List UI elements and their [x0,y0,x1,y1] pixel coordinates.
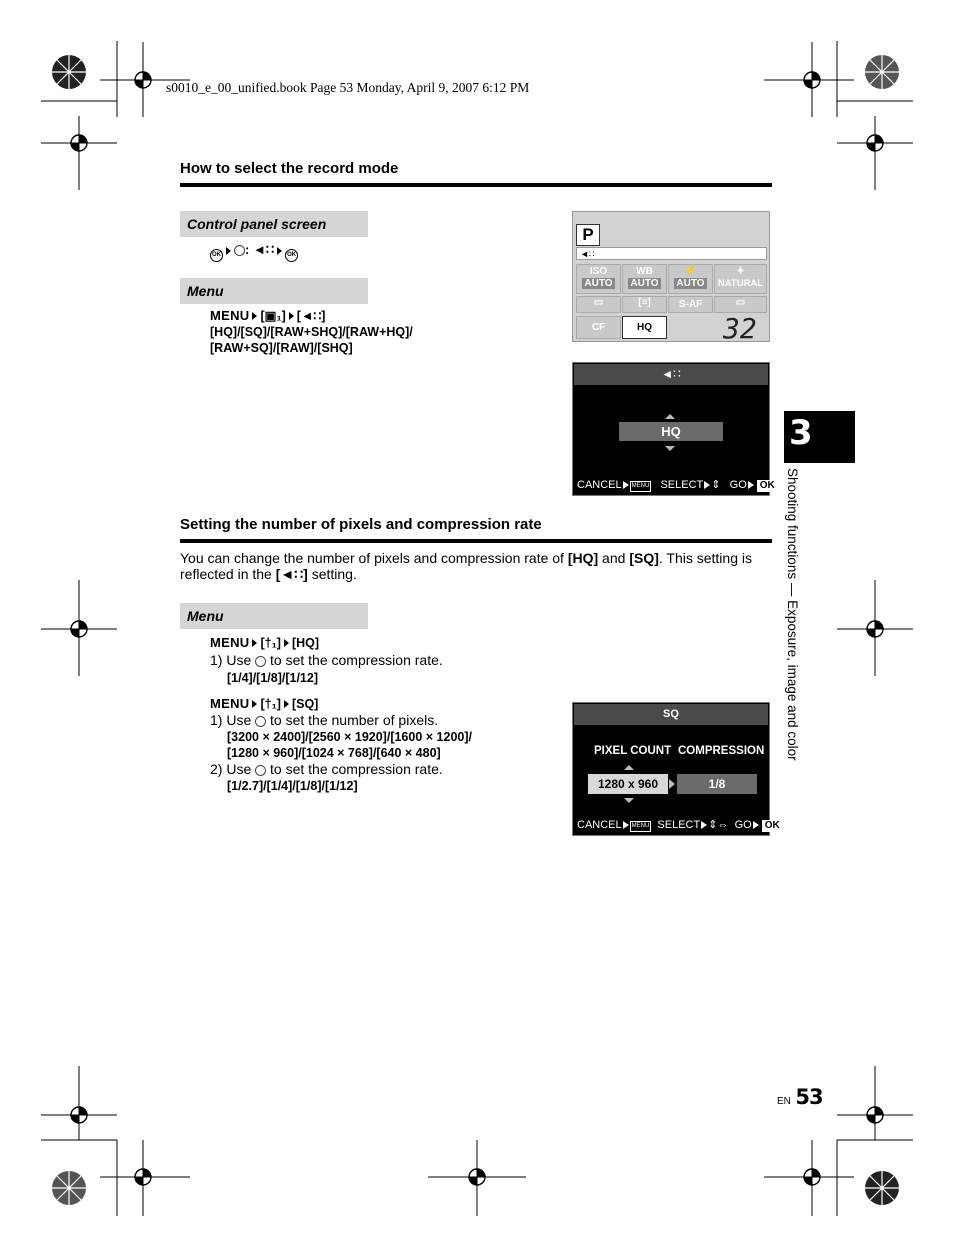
pixel-count-label: PIXEL COUNT [594,745,672,757]
menu-button-icon: MENU [630,821,652,832]
step-text: 1) Use [210,652,256,668]
record-mode-row [576,247,767,260]
screen-footer [577,478,775,492]
arrow-icon [277,247,282,255]
compression-label: COMPRESSION [678,745,765,757]
record-mode-value[interactable]: HQ [619,422,723,441]
wb-cell [622,264,667,294]
iso-label: ISO [589,266,608,277]
language-code: EN [777,1096,791,1107]
custom-menu-tab-icon: [†₁] [260,697,281,711]
hq-instructions [210,634,443,687]
hq-target: [HQ] [291,636,320,650]
sq-target: [SQ] [291,697,319,711]
intro-text: . This setting is [658,550,752,566]
iso-value: AUTO [584,278,613,289]
updown-icon: ⇕ [711,479,721,491]
section-title-pixels: Setting the number of pixels and compression rate [180,516,542,533]
arrow-icon [623,481,629,489]
right-arrow-icon [669,779,675,789]
four-way-icon: ⇕⇔ [708,819,729,831]
drive-cell [622,296,667,313]
menu-label: Menu [180,603,368,629]
cancel-label: CANCEL [577,819,622,831]
arrow-icon [701,821,707,829]
metering-icon: ▭ [593,297,604,308]
custom-menu-tab-icon: [†₁] [260,636,281,650]
compression-value[interactable]: 1/8 [677,774,757,794]
record-mode-screen [572,362,775,496]
ok-button-icon: OK [757,480,778,492]
drive-icon: [≡] [638,297,651,308]
intro-text: reflected in the [180,566,276,582]
up-arrow-icon [665,414,675,419]
arrow-icon [623,821,629,829]
chapter-side-text-wrap [782,468,800,808]
down-arrow-icon [665,446,675,451]
menu-path-record-mode [210,308,413,356]
camera-menu-tab-icon: [▣₁] [260,309,286,323]
ok-button-icon: OK [285,249,298,262]
arrow-icon [252,639,257,647]
arrow-icon [226,247,231,255]
intro-text: and [598,550,630,566]
picture-mode-icon: ✦ [736,266,745,277]
arrow-icon [252,700,257,708]
record-mode-options-line1: [HQ]/[SQ]/[RAW+SHQ]/[RAW+HQ]/ [210,325,413,339]
go-label: GO [734,819,752,831]
cf-cell: CF [576,316,621,339]
arrow-pad-icon [255,656,266,667]
cancel-label: CANCEL [577,479,622,491]
arrow-icon [284,639,289,647]
intro-text: You can change the number of pixels and compression rate of [180,550,568,566]
record-mode-icon: [◄∷] [275,566,308,582]
record-mode-options-line2: [RAW+SQ]/[RAW]/[SHQ] [210,341,353,355]
record-mode-icon: [◄∷] [296,309,326,323]
arrow-icon [704,481,710,489]
arrow-pad-icon [255,716,266,727]
section-title-record-mode: How to select the record mode [180,160,399,177]
chapter-tab [784,411,855,463]
record-mode-icon: ◄∷ [252,242,275,257]
af-mode-cell: S-AF [668,296,713,313]
select-label: SELECT [660,479,704,491]
arrow-pad-icon [234,245,245,256]
arrow-icon [748,481,754,489]
record-mode-icon: ◄∷ [580,249,595,259]
arrow-icon [289,312,294,320]
flash-value: AUTO [676,278,705,289]
control-panel-steps: OK : ◄∷ OK [210,242,298,262]
intro-hq: [HQ] [567,550,599,566]
step-text: 1) Use [210,712,256,728]
screen-footer [577,818,780,832]
step-text: to set the compression rate. [266,652,443,668]
menu-keyword: MENU [210,308,250,323]
down-arrow-icon [624,798,634,803]
af-area-cell [714,296,767,313]
shooting-mode-indicator: P [576,224,600,246]
sq-compression-options: [1/2.7]/[1/4]/[1/8]/[1/12] [227,779,358,793]
step-text: 2) Use [210,761,256,777]
af-area-icon: ▭ [735,297,746,308]
select-label: SELECT [657,819,701,831]
flash-cell [668,264,713,294]
intro-sq: [SQ] [629,550,659,566]
menu-keyword: MENU [210,696,250,711]
arrow-icon [252,312,257,320]
natural-label: NATURAL [717,278,764,289]
pixel-count-value[interactable]: 1280 x 960 [588,774,668,794]
sq-instructions [210,696,472,794]
up-arrow-icon [624,765,634,770]
wb-label: WB [636,266,653,277]
flash-icon: ⚡ [683,265,698,277]
step-text: to set the number of pixels. [266,712,439,728]
ok-button-icon: OK [762,820,783,832]
section-rule [180,539,772,543]
go-label: GO [729,479,747,491]
chapter-number: 3 [789,413,813,453]
page-number-footer [777,1085,823,1109]
intro-text: setting. [307,566,357,582]
arrow-icon [284,700,289,708]
menu-keyword: MENU [210,635,250,650]
iso-cell [576,264,621,294]
menu-label: Menu [180,278,368,304]
intro-paragraph [180,550,772,582]
ok-button-icon: OK [210,249,223,262]
sq-pixel-options-line1: [3200 × 2400]/[2560 × 1920]/[1600 × 1200]/ [227,730,472,744]
wb-value: AUTO [630,278,659,289]
record-mode-screen-title [574,364,768,385]
picture-mode-cell [714,264,767,294]
arrow-icon [753,821,759,829]
remaining-shots: 32 [723,312,757,345]
arrow-pad-icon [255,765,266,776]
hq-compression-options: [1/4]/[1/8]/[1/12] [227,671,319,685]
sq-pixel-options-line2: [1280 × 960]/[1024 × 768]/[640 × 480] [227,746,441,760]
record-mode-icon: ◄∷ [661,367,681,381]
step-text: to set the compression rate. [266,761,443,777]
section-rule [180,183,772,187]
page-number: 53 [795,1085,823,1109]
menu-button-icon: MENU [630,481,652,492]
metering-cell [576,296,621,313]
chapter-side-text: Shooting functions — Exposure, image and color [785,468,800,761]
sq-screen-title: SQ [574,704,768,725]
sq-settings-screen [572,702,780,836]
control-panel-screen [572,211,770,345]
file-info-header: s0010_e_00_unified.book Page 53 Monday, April 9, 2007 6:12 PM [166,80,530,95]
control-panel-label: Control panel screen [180,211,368,237]
quality-cell: HQ [622,316,667,339]
